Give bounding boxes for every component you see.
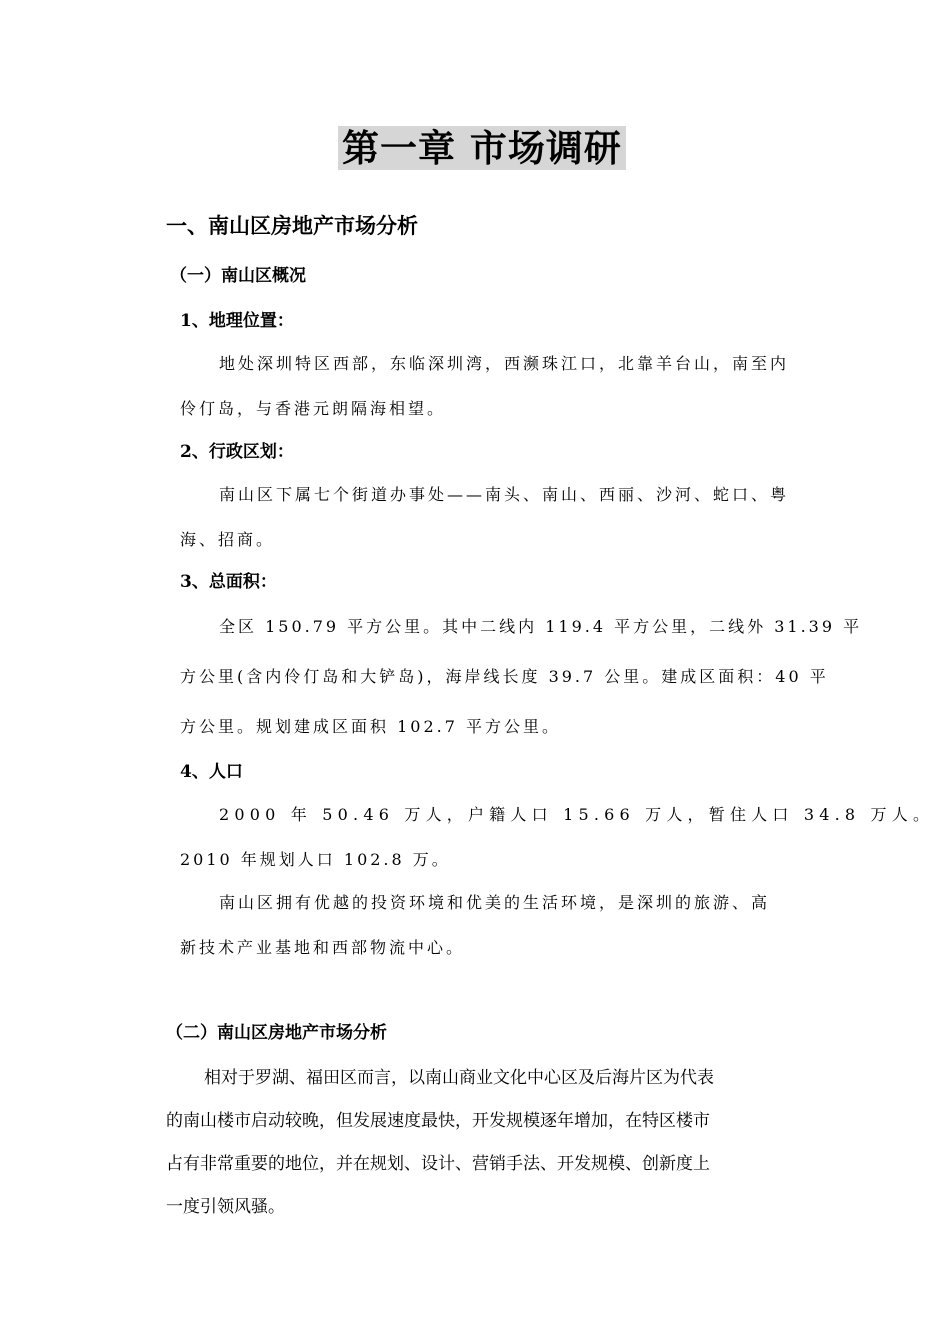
subsection-heading-market: （二）南山区房地产市场分析 (166, 1023, 387, 1043)
paragraph-line: 全区 150.79 平方公里。其中二线内 119.4 平方公里，二线外 31.39 平 (219, 617, 863, 636)
subsection-heading-overview: （一）南山区概况 (170, 266, 306, 286)
paragraph-line: 方公里。规划建成区面积 102.7 平方公里。 (180, 717, 561, 736)
paragraph-line: 新技术产业基地和西部物流中心。 (180, 938, 466, 957)
item-heading-area: 3、总面积： (180, 572, 277, 592)
item-heading-administration: 2、行政区划： (180, 442, 294, 462)
paragraph-line: 相对于罗湖、福田区而言，以南山商业文化中心区及后海片区为代表 (204, 1068, 714, 1088)
paragraph-line: 南山区拥有优越的投资环境和优美的生活环境，是深圳的旅游、高 (219, 893, 771, 912)
paragraph-line: 2000 年 50.46 万人，户籍人口 15.66 万人，暂住人口 34.8 万人。 (219, 805, 935, 824)
paragraph-line: 伶仃岛，与香港元朗隔海相望。 (180, 399, 447, 418)
item-heading-location: 1、地理位置： (180, 311, 294, 331)
item-heading-population: 4、人口 (180, 762, 243, 782)
paragraph-line: 一度引领风骚。 (166, 1197, 285, 1217)
paragraph-line: 方公里(含内伶仃岛和大铲岛)，海岸线长度 39.7 公里。建成区面积：40 平 (180, 667, 829, 686)
paragraph-line: 占有非常重要的地位，并在规划、设计、营销手法、开发规模、创新度上 (166, 1154, 710, 1174)
paragraph-line: 地处深圳特区西部，东临深圳湾，西濒珠江口，北靠羊台山，南至内 (219, 354, 790, 373)
paragraph-line: 2010 年规划人口 102.8 万。 (180, 850, 451, 869)
paragraph-line: 南山区下属七个街道办事处——南头、南山、西丽、沙河、蛇口、粤 (219, 485, 790, 504)
paragraph-line: 海、招商。 (180, 530, 276, 549)
chapter-title: 第一章 市场调研 (338, 126, 626, 170)
section-heading: 一、南山区房地产市场分析 (166, 213, 418, 238)
paragraph-line: 的南山楼市启动较晚，但发展速度最快，开发规模逐年增加，在特区楼市 (166, 1111, 710, 1131)
